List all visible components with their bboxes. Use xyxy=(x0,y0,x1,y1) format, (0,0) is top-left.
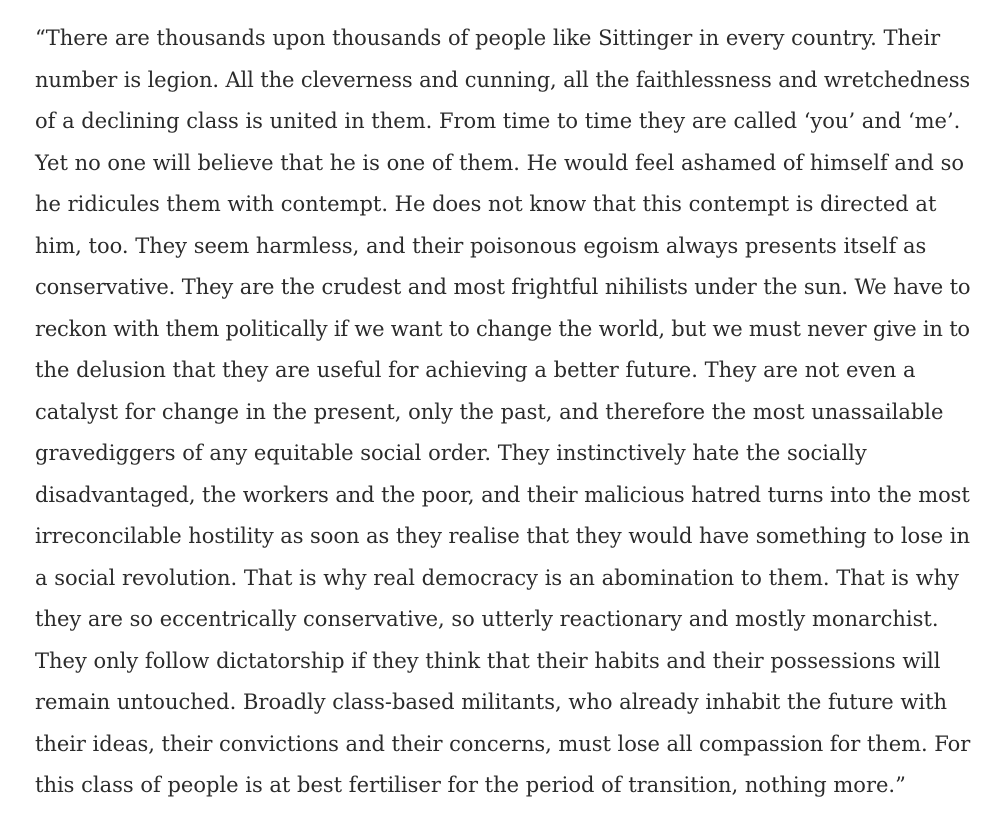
quote-line: him, too. They seem harmless, and their poisonous egoism always presents itself as xyxy=(35,233,927,258)
quote-line: disadvantaged, the workers and the poor, and their malicious hatred turns into the most xyxy=(35,482,970,507)
quote-line: remain untouched. Broadly class-based militants, who already inhabit the future with xyxy=(35,690,948,714)
quote-line: They only follow dictatorship if they think that their habits and their possessions will xyxy=(35,648,941,673)
quote-line: “There are thousands upon thousands of people like Sittinger in every country. Their xyxy=(35,26,941,50)
quote-paragraph xyxy=(35,18,970,807)
quote-line: irreconcilable hostility as soon as they realise that they would have something to lose in xyxy=(35,524,970,548)
quote-line: of a declining class is united in them. From time to time they are called ‘you’ and ‘me’. xyxy=(35,109,961,133)
quote-line: their ideas, their convictions and their concerns, must lose all compassion for them. For xyxy=(35,731,971,756)
quote-line: this class of people is at best fertiliser for the period of transition, nothing more.” xyxy=(35,773,906,797)
quote-line: Yet no one will believe that he is one of them. He would feel ashamed of himself and so xyxy=(35,150,965,175)
quote-line: they are so eccentrically conservative, so utterly reactionary and mostly monarchist. xyxy=(35,607,939,631)
quote-line: conservative. They are the crudest and most frightful nihilists under the sun. We have to xyxy=(35,275,971,299)
quote-line: catalyst for change in the present, only the past, and therefore the most unassailable xyxy=(35,399,944,424)
quote-line: reckon with them politically if we want to change the world, but we must never give in to xyxy=(35,316,970,341)
quote-line: the delusion that they are useful for achieving a better future. They are not even a xyxy=(35,358,916,382)
quote-line: he ridicules them with contempt. He does not know that this contempt is directed at xyxy=(35,192,937,216)
quote-line: gravediggers of any equitable social order. They instinctively hate the socially xyxy=(35,441,867,465)
quote-line: number is legion. All the cleverness and cunning, all the faithlessness and wretchedness xyxy=(35,67,971,92)
quote-line: a social revolution. That is why real democracy is an abomination to them. That is why xyxy=(35,565,959,590)
